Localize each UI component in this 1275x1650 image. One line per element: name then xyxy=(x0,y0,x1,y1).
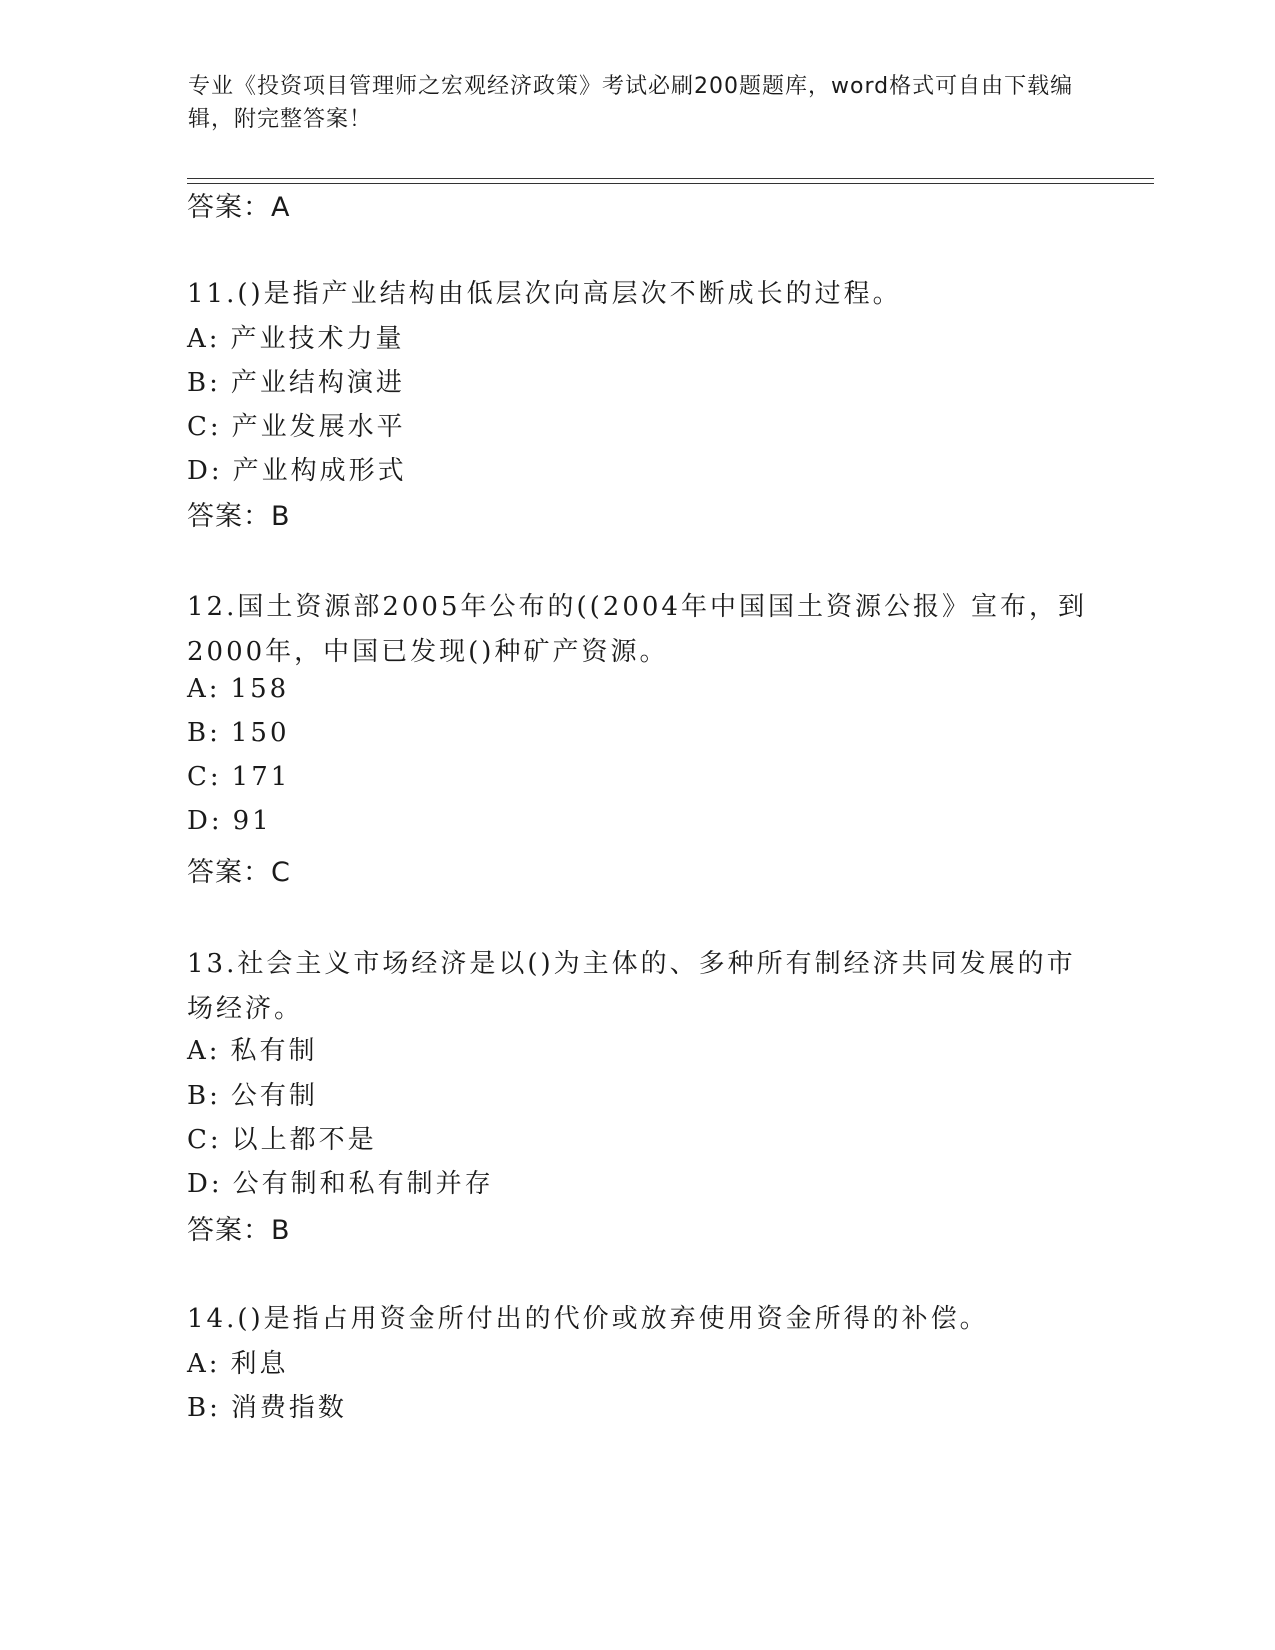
option-letter: C: xyxy=(187,762,222,792)
question-14-text: 14.()是指占用资金所付出的代价或放弃使用资金所得的补偿。 xyxy=(187,1304,989,1334)
option-text: 以上都不是 xyxy=(231,1125,377,1155)
option-text: 利息 xyxy=(230,1349,289,1379)
option-letter: C: xyxy=(187,412,222,442)
answer-line xyxy=(187,185,290,224)
header-rule-bottom xyxy=(187,183,1154,184)
question-13-answer xyxy=(187,1208,291,1247)
option-text: 171 xyxy=(231,762,291,792)
answer-label: 答案： xyxy=(187,1215,271,1246)
answer-label: 答案： xyxy=(187,192,271,223)
question-12-answer xyxy=(187,850,291,889)
option-letter: B: xyxy=(187,1393,221,1423)
option-text: 150 xyxy=(230,718,290,748)
option-letter: C: xyxy=(187,1125,222,1155)
option-text: 91 xyxy=(232,806,272,836)
answer-value: B xyxy=(271,1215,291,1246)
option-letter: B: xyxy=(187,368,221,398)
option-letter: B: xyxy=(187,1081,221,1111)
question-12-text: 12.国土资源部2005年公布的((2004年中国国土资源公报》宣布，到2000年，中国已发现()种矿产资源。 xyxy=(187,592,1087,667)
option-text: 产业结构演进 xyxy=(230,368,405,398)
question-12-option-a xyxy=(187,674,289,704)
question-13-option-a xyxy=(187,1030,318,1067)
question-13-option-c xyxy=(187,1119,377,1156)
option-letter: A: xyxy=(187,1036,221,1066)
option-text: 产业技术力量 xyxy=(230,324,405,354)
question-11-answer xyxy=(187,494,291,533)
option-letter: A: xyxy=(187,1349,221,1379)
option-letter: D: xyxy=(187,806,223,836)
answer-value: A xyxy=(271,192,291,223)
option-text: 产业构成形式 xyxy=(232,456,407,486)
document-header xyxy=(188,70,1088,136)
question-12-option-b xyxy=(187,718,290,748)
option-letter: D: xyxy=(187,456,223,486)
answer-label: 答案： xyxy=(187,501,271,532)
question-13-option-b xyxy=(187,1075,318,1112)
question-11-option-a xyxy=(187,318,405,355)
option-text: 公有制 xyxy=(230,1081,318,1111)
question-12-option-d xyxy=(187,806,272,836)
option-text: 公有制和私有制并存 xyxy=(232,1169,494,1199)
option-letter: D: xyxy=(187,1169,223,1199)
option-letter: A: xyxy=(187,674,221,704)
option-text: 私有制 xyxy=(230,1036,318,1066)
answer-value: C xyxy=(271,857,291,888)
question-13-option-d xyxy=(187,1163,494,1200)
question-11-option-d xyxy=(187,450,407,487)
option-text: 158 xyxy=(230,674,290,704)
option-letter: B: xyxy=(187,718,221,748)
question-11-option-b xyxy=(187,362,405,399)
question-11-text: 11.()是指产业结构由低层次向高层次不断成长的过程。 xyxy=(187,279,902,309)
header-title: 专业《投资项目管理师之宏观经济政策》考试必刷200题题库，word格式可自由下载编辑，附完整答案！ xyxy=(188,74,1074,132)
option-text: 产业发展水平 xyxy=(231,412,406,442)
question-14-option-b xyxy=(187,1387,347,1424)
header-rule-top xyxy=(187,178,1154,179)
question-11-option-c xyxy=(187,406,406,443)
answer-label: 答案： xyxy=(187,857,271,888)
question-12-option-c xyxy=(187,762,290,792)
answer-value: B xyxy=(271,501,291,532)
question-14-option-a xyxy=(187,1343,289,1380)
option-letter: A: xyxy=(187,324,221,354)
option-text: 消费指数 xyxy=(230,1393,347,1423)
question-13-text: 13.社会主义市场经济是以()为主体的、多种所有制经济共同发展的市场经济。 xyxy=(187,949,1076,1024)
